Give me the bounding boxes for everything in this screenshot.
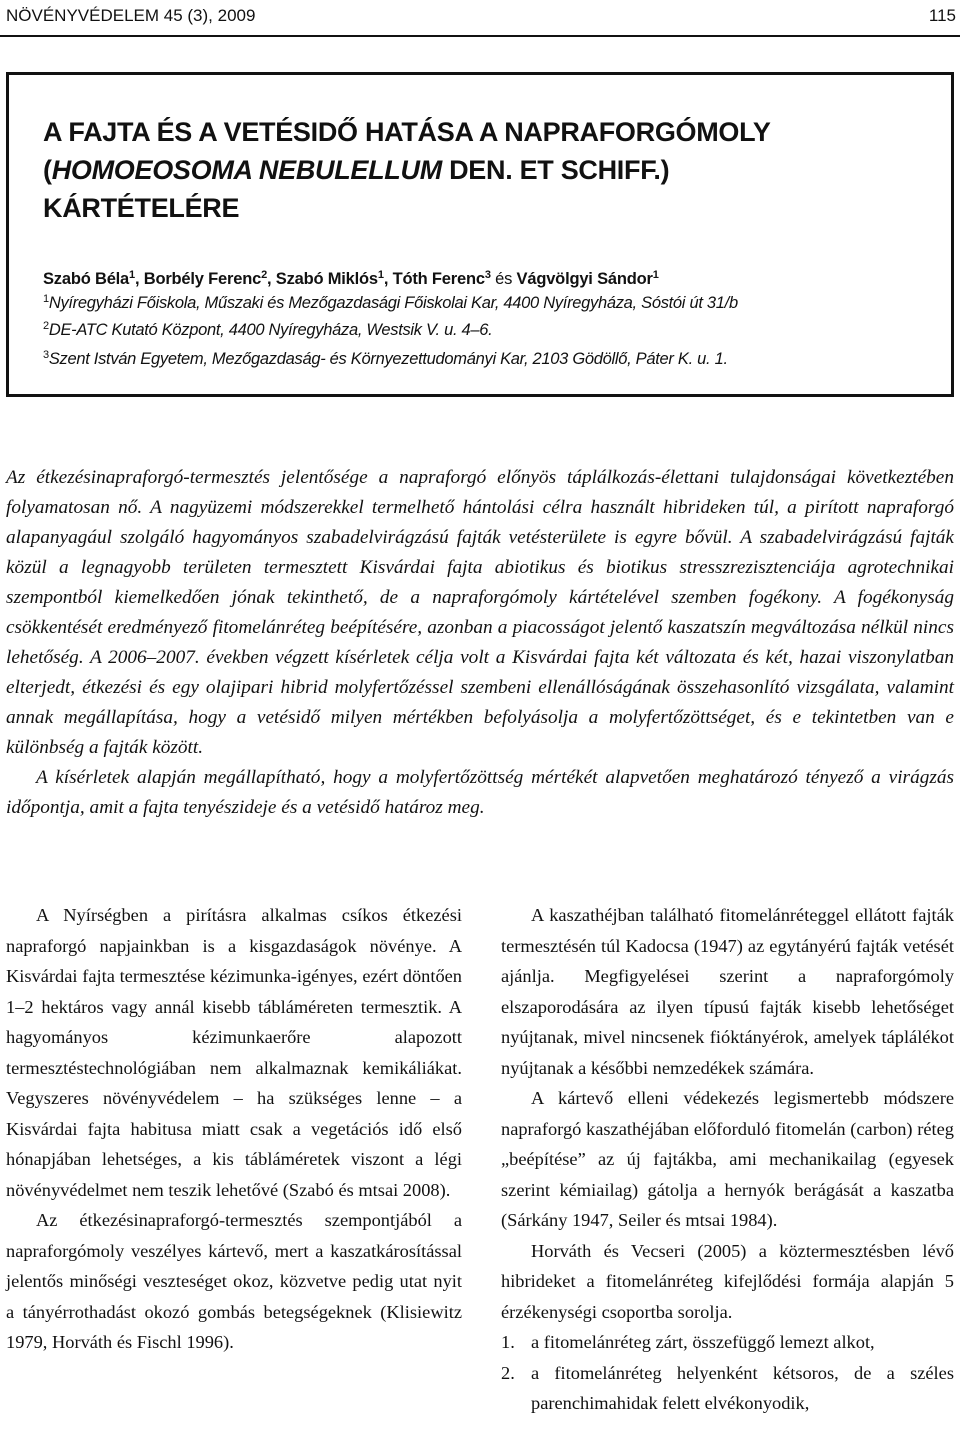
list-text: a fitomelánréteg helyenként kétsoros, de a széles parenchimahidak felett elvékonyodik,: [531, 1362, 954, 1413]
author: Tóth Ferenc: [392, 270, 485, 288]
author-separator: ,: [383, 270, 393, 288]
running-header: [6, 2, 956, 30]
list-text: a fitomelánréteg zárt, összefüggő lemezt alkot,: [531, 1332, 875, 1352]
list-item: [501, 1358, 954, 1419]
affiliation-mark: 3: [43, 349, 49, 361]
author: Borbély Ferenc: [143, 270, 262, 288]
author-affiliation-mark: 1: [129, 269, 135, 281]
body-column-left: [6, 900, 462, 1358]
author: Szabó Miklós: [275, 270, 378, 288]
body-column-right: [501, 900, 954, 1419]
title-line-2: [43, 151, 923, 189]
title-line-1: A FAJTA ÉS A VETÉSIDŐ HATÁSA A NAPRAFORGÓMOLY: [43, 117, 771, 147]
affiliation-mark: 1: [43, 293, 49, 305]
author-separator: ,: [266, 270, 276, 288]
journal-citation: NÖVÉNYVÉDELEM 45 (3), 2009: [6, 6, 256, 25]
author-separator: ,: [134, 270, 144, 288]
affiliation-text: Nyíregyházi Főiskola, Műszaki és Mezőgazdasági Főiskolai Kar, 4400 Nyíregyháza, Sóstói út 31/b: [48, 294, 738, 312]
affiliation-text: DE-ATC Kutató Központ, 4400 Nyíregyháza, Westsik V. u. 4–6.: [48, 321, 493, 339]
affiliation-2: [43, 318, 943, 342]
affiliation-1: [43, 291, 943, 315]
abstract: [6, 463, 954, 823]
author-list: [43, 265, 943, 293]
sensitivity-group-list: [501, 1327, 954, 1419]
title-line-3: KÁRTÉTELÉRE: [43, 193, 240, 223]
species-name: HOMOEOSOMA NEBULELLUM: [51, 155, 442, 185]
species-authority: DEN. ET SCHIFF.): [441, 155, 670, 185]
author: Vágvölgyi Sándor: [516, 270, 653, 288]
affiliation-text: Szent István Egyetem, Mezőgazdaság- és Környezettudományi Kar, 2103 Gödöllő, Páter K. u. 1.: [48, 350, 728, 368]
abstract-paragraph-1: Az étkezésinapraforgó-termesztés jelentősége a napraforgó előnyös táplálkozás-élettani tulajdonságai következtében folyamatosan nő. A nagyüzemi módszerekkel termelhető hántolási célra használt hibrideken túl, a pirított napraforgó alapanyagául szolgáló hagyományos szabadelvirágzású fajták vetésterülete is egyre bővül. A szabadelvirágzású fajták közül a legnagyobb területen termesztett Kisvárdai fajta abiotikus és biotikus stresszrezisztenciája agrotechnikai szempontból kiemelkedően jónak tekinthető, de a napraforgómoly kártételével szemben fogékony. A fogékonyság csökkentését eredményező fitomelánréteg beépítésére, azonban a piacosságot jelentő kaszatszín megváltozása nélkül nincs lehetőség. A 2006–2007. években végzett kísérletek célja volt a Kisvárdai fajta két változata és két, hazai viszonylatban elterjedt, étkezési és egy olajipari hibrid molyfertőzéssel szembeni ellenállóságának összehasonlító vizsgálata, valamint annak megállapítása, hogy a vetésidő milyen mértékben befolyásolja a molyfertőzöttséget, és e tekintetben van e különbség a fajták között.: [6, 467, 954, 758]
author-affiliation-mark: 1: [377, 269, 384, 281]
author-separator: és: [490, 270, 517, 288]
body-paragraph: A kártevő elleni védekezés legismertebb módszere napraforgó kaszathéjában előforduló fitomelán (carbon) réteg „beépítése” az új fajtákba, ami mechanikailag (egyesek szerint kémiailag) gátolja a hernyók berágását a kaszatba (Sárkány 1947, Seiler és mtsai 1984).: [501, 1088, 954, 1230]
author-affiliation-mark: 3: [484, 269, 491, 281]
header-rule: [0, 35, 960, 37]
title-box: [6, 72, 954, 397]
body-paragraph: Horváth és Vecseri (2005) a köztermesztésben lévő hibrideket a fitomelánréteg kifejlődési formája alapján 5 érzékenységi csoportba sorolja.: [501, 1240, 954, 1322]
body-paragraph: A kaszathéjban található fitomelánréteggel ellátott fajták termesztésén túl Kadocsa (1947) az egytányérú fajták vetését ajánlja. Megfigyelései szerint a napraforgómoly elszaporodására az ilyen típusú fajták kisebb lehetőséget nyújtanak, mivel nincsenek fióktányérok, amelyek táplálékot nyújtanak a későbbi nemzedékek számára.: [501, 905, 954, 1078]
title-paren-open: (: [43, 155, 52, 185]
list-number: 2.: [501, 1362, 515, 1383]
author: Szabó Béla: [43, 270, 130, 288]
list-number: 1.: [501, 1332, 515, 1352]
article-title: [43, 113, 923, 227]
list-item: [501, 1327, 954, 1358]
body-paragraph: Az étkezésinapraforgó-termesztés szempontjából a napraforgómoly veszélyes kártevő, mert a kaszatkárosítással jelentős minőségi veszteséget okoz, közvetve pedig utat nyit a tányérrothadást okozó gombás betegségeknek (Klisiewitz 1979, Horváth és Fischl 1996).: [6, 1210, 462, 1352]
author-affiliation-mark: 2: [261, 269, 267, 281]
author-affiliation-mark: 1: [652, 269, 659, 281]
affiliation-3: [43, 347, 943, 371]
page-number: 115: [928, 6, 956, 25]
body-paragraph: A Nyírségben a pirításra alkalmas csíkos étkezési napraforgó napjainkban is a kisgazdaságok növénye. A Kisvárdai fajta termesztése kézimunka-igényes, ezért döntően 1–2 hektáros vagy annál kisebb tábláméreten termesztik. A hagyományos kézimunkaerőre alapozott termesztéstechnológiában nem alkalmaznak kemikáliákat. Vegyszeres növényvédelem – ha szükséges lenne – a Kisvárdai fajta habitusa miatt csak a vegetációs idő első hónapjában lehetséges, a kis tábláméretek viszont a légi növényvédelmet nem teszik lehetővé (Szabó és mtsai 2008).: [6, 905, 462, 1200]
abstract-paragraph-2: A kísérletek alapján megállapítható, hogy a molyfertőzöttség mértékét alapvetően meghatározó tényező a virágzás időpontja, amit a fajta tenyészideje és a vetésidő határoz meg.: [6, 767, 954, 818]
affiliation-mark: 2: [43, 320, 49, 332]
